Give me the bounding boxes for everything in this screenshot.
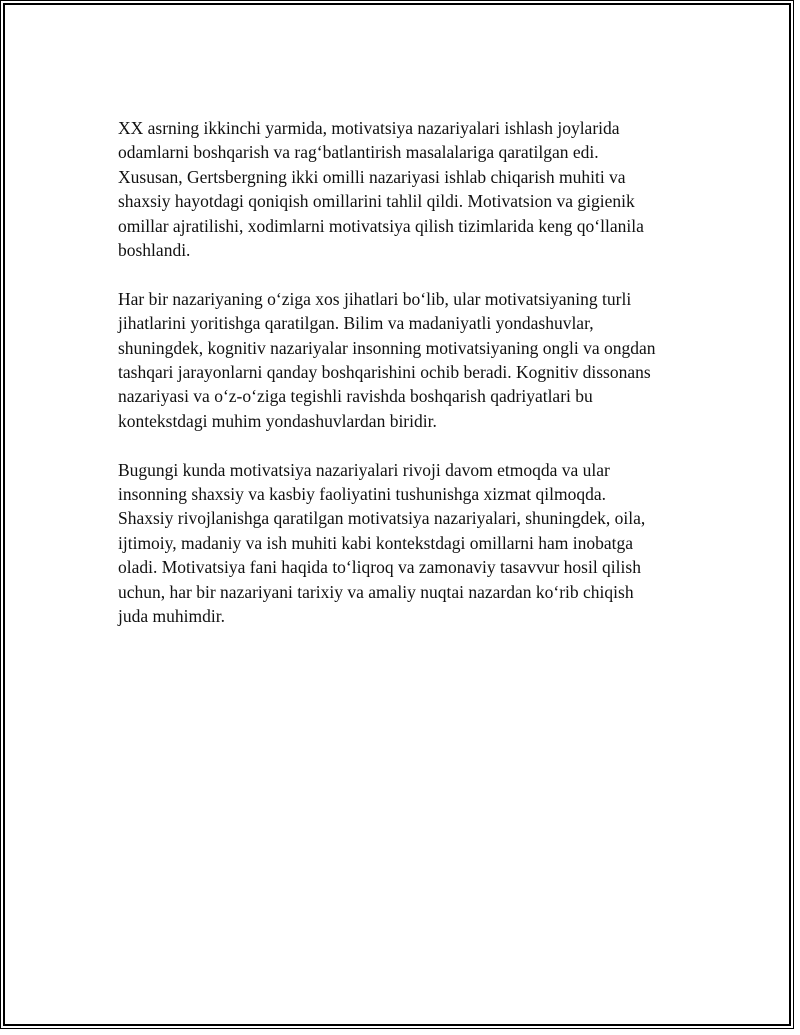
paragraph-3: Bugungi kunda motivatsiya nazariyalari rivoji davom etmoqda va ular insonning shaxsiy va kasbiy faoliyatini tushunishga xizmat qilmoqda. Shaxsiy rivojlanishga qaratilgan motivatsiya nazariyalari, shuningdek, oila, ijtimoiy, madaniy va ish muhiti kabi kontekstdagi omillarni ham inobatga oladi. Motivatsiya fani haqida to‘liqroq va zamonaviy tasavvur hosil qilish uchun, har bir nazariyani tarixiy va amaliy nuqtai nazardan ko‘rib chiqish juda muhimdir. [118,459,646,627]
document-body [118,116,698,653]
paragraph-2: Har bir nazariyaning o‘ziga xos jihatlari bo‘lib, ular motivatsiyaning turli jihatlarini yoritishga qaratilgan. Bilim va madaniyatli yondashuvlar, shuningdek, kognitiv nazariyalar insonning motivatsiyaning ongli va ongdan tashqari jarayonlarni qanday boshqarishini ochib beradi. Kognitiv dissonans nazariyasi va o‘z-o‘ziga tegishli ravishda boshqarish qadriyatlari bu kontekstdagi muhim yondashuvlardan biridir. [118,288,656,431]
paragraph-1: XX asrning ikkinchi yarmida, motivatsiya nazariyalari ishlash joylarida odamlarni boshqarish va rag‘batlantirish masalalariga qaratilgan edi. Xususan, Gertsbergning ikki omilli nazariyasi ishlab chiqarish muhiti va shaxsiy hayotdagi qoniqish omillarini tahlil qildi. Motivatsion va gigienik omillar ajratilishi, xodimlarni motivatsiya qilish tizimlarida keng qo‘llanila boshlandi. [118,118,644,261]
